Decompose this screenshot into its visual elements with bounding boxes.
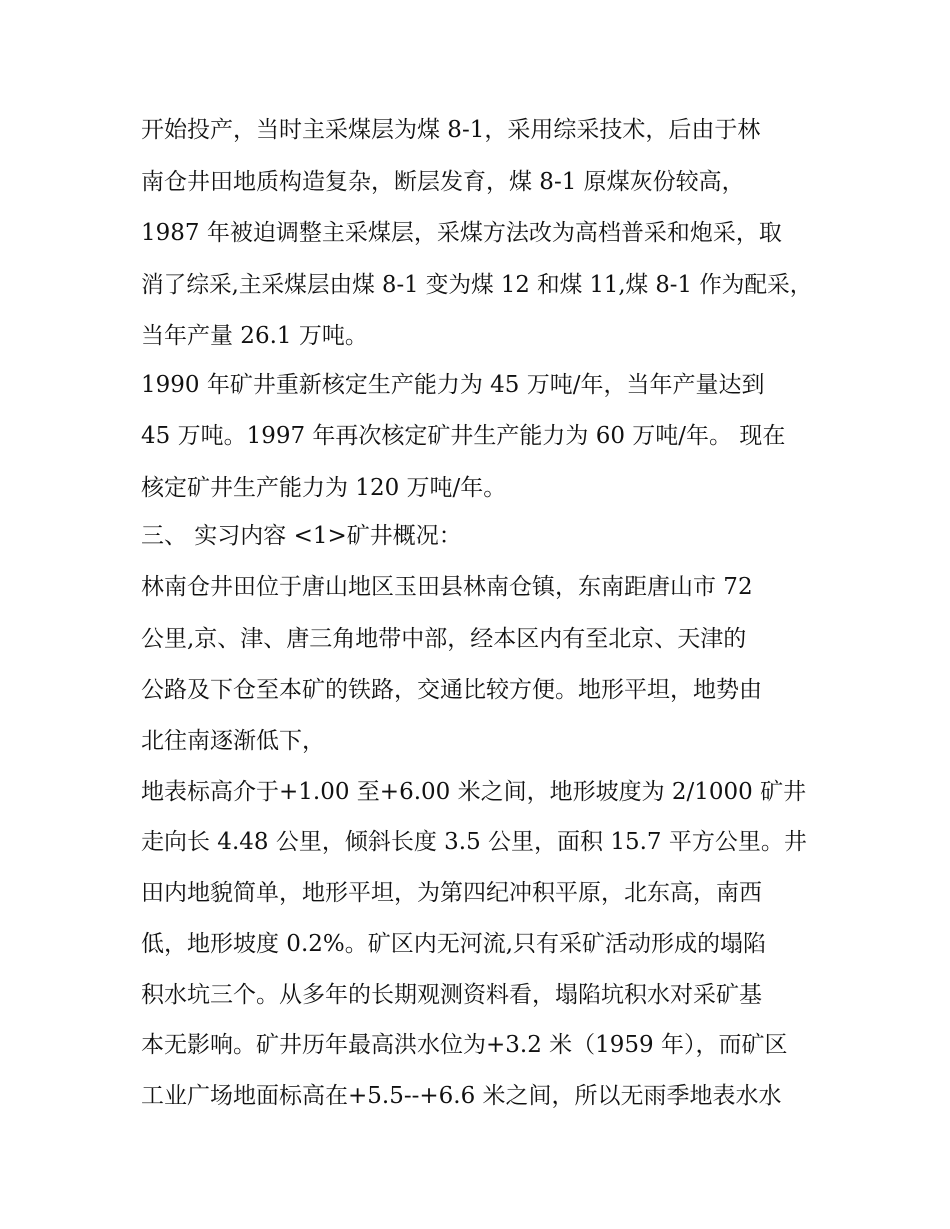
- text-line: 地表标高介于+1.00 至+6.00 米之间，地形坡度为 2/1000 矿井: [141, 779, 807, 805]
- text-line: 北往南逐渐低下，: [141, 728, 325, 754]
- text-line: 公路及下仓至本矿的铁路，交通比较方便。地形平坦，地势由: [141, 677, 762, 703]
- text-line: 1987 年被迫调整主采煤层，采煤方法改为高档普采和炮采，取: [141, 220, 782, 246]
- text-line: 林南仓井田位于唐山地区玉田县林南仓镇，东南距唐山市 72: [141, 574, 753, 600]
- text-line: 开始投产，当时主采煤层为煤 8-1，采用综采技术，后由于林: [141, 117, 761, 143]
- text-line: 本无影响。矿井历年最高洪水位为+3.2 米（1959 年），而矿区: [141, 1032, 788, 1058]
- text-line: 南仓井田地质构造复杂，断层发育，煤 8-1 原煤灰份较高，: [141, 169, 745, 195]
- text-line: 当年产量 26.1 万吨。: [141, 323, 368, 349]
- text-line: 走向长 4.48 公里，倾斜长度 3.5 公里，面积 15.7 平方公里。井: [141, 829, 807, 855]
- text-line: 低，地形坡度 0.2%。矿区内无河流,只有采矿活动形成的塌陷: [141, 931, 767, 957]
- text-line: 核定矿井生产能力为 120 万吨/年。: [141, 475, 507, 501]
- text-line: 工业广场地面标高在+5.5--+6.6 米之间，所以无雨季地表水水: [141, 1083, 782, 1109]
- text-line: 45 万吨。1997 年再次核定矿井生产能力为 60 万吨/年。 现在: [141, 423, 786, 449]
- text-line: 公里,京、津、唐三角地带中部，经本区内有至北京、天津的: [141, 626, 747, 652]
- text-line: 消了综采,主采煤层由煤 8-1 变为煤 12 和煤 11,煤 8-1 作为配采，: [141, 272, 813, 298]
- section-heading: 三、 实习内容 <1>矿井概况：: [141, 523, 462, 549]
- text-line: 田内地貌简单，地形平坦，为第四纪冲积平原，北东高，南西: [141, 880, 762, 906]
- text-line: 1990 年矿井重新核定生产能力为 45 万吨/年，当年产量达到: [141, 372, 765, 398]
- text-line: 积水坑三个。从多年的长期观测资料看，塌陷坑积水对采矿基: [141, 982, 762, 1008]
